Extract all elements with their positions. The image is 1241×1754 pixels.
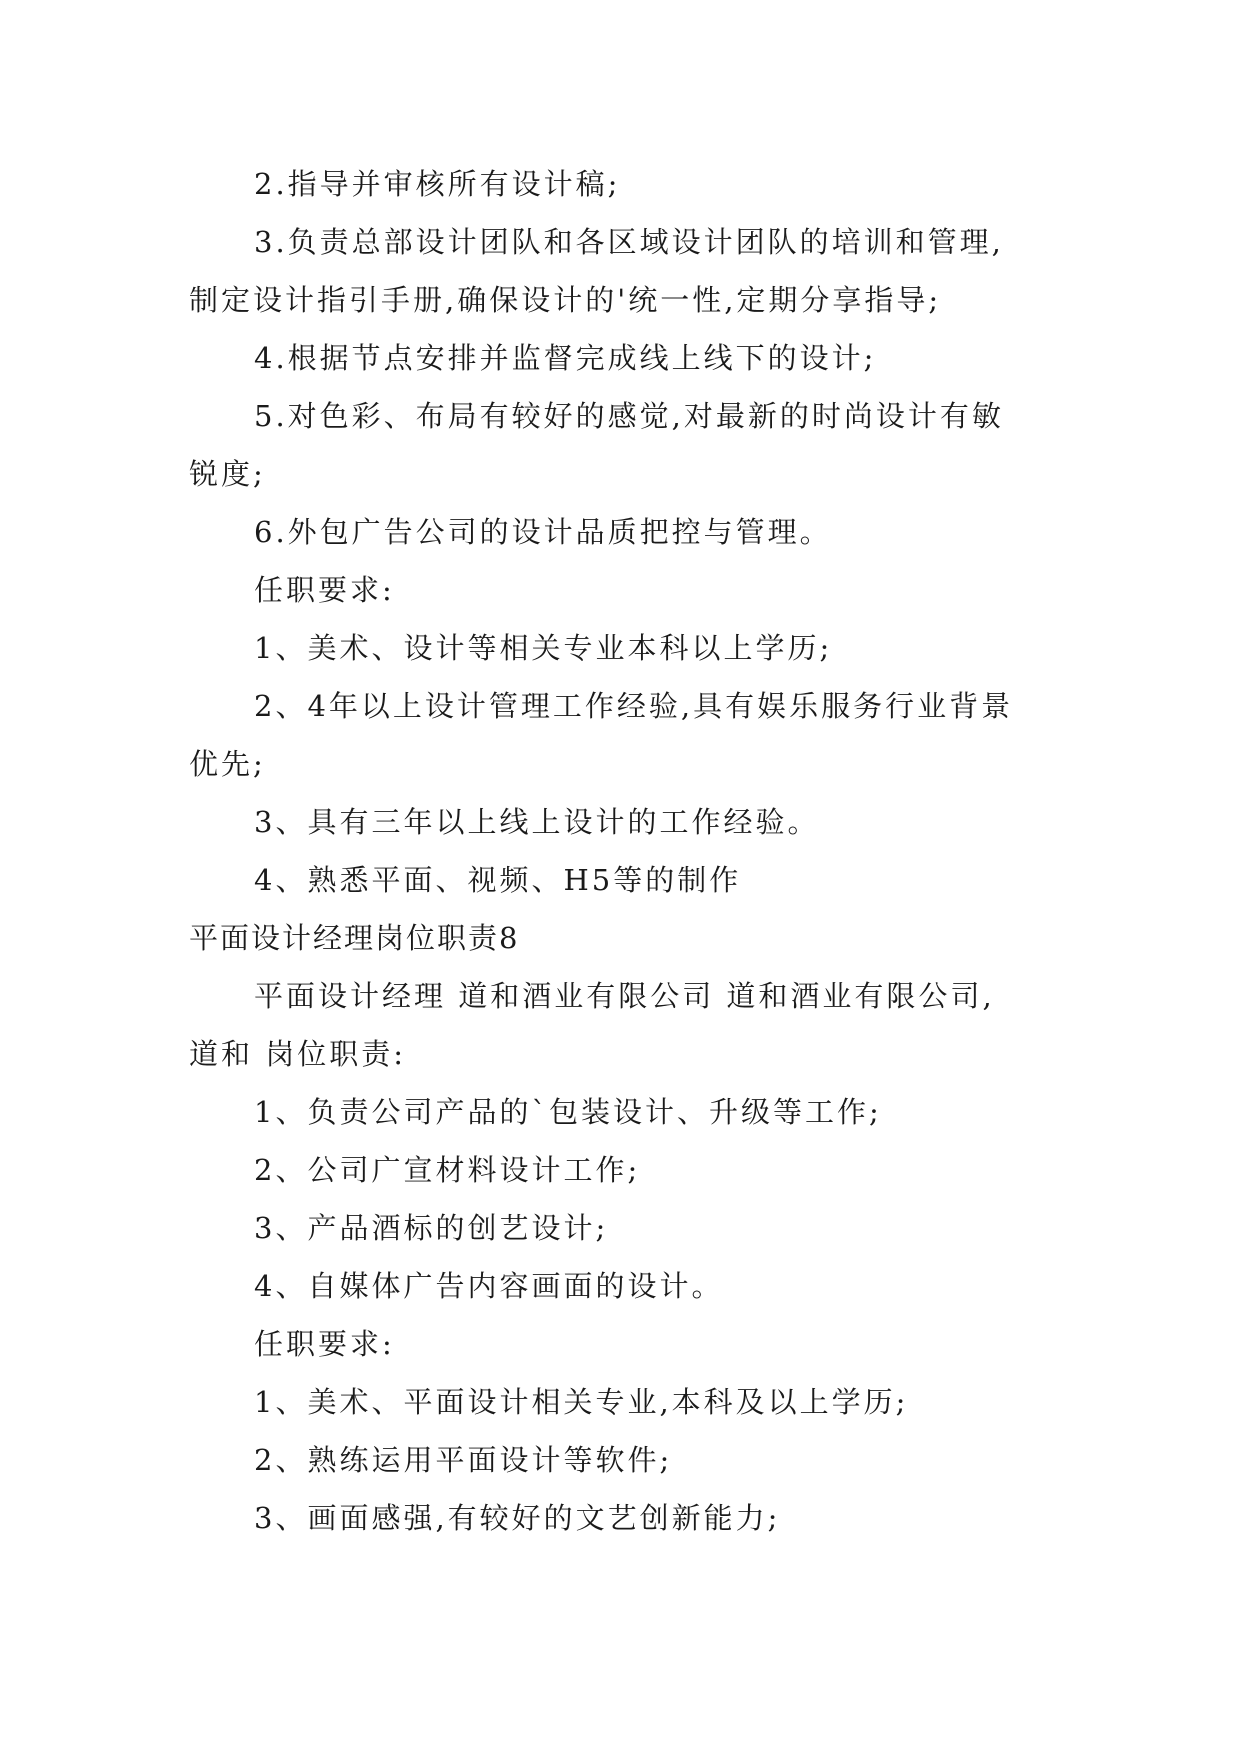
paragraph-line: 2、熟练运用平面设计等软件; (254, 1443, 673, 1477)
paragraph-line: 优先; (189, 747, 266, 781)
section-label: 任职要求: (254, 573, 395, 607)
paragraph-line: 5.对色彩、布局有较好的感觉,对最新的时尚设计有敏 (254, 399, 1004, 433)
paragraph-line: 1、美术、平面设计相关专业,本科及以上学历; (254, 1385, 909, 1419)
paragraph-line: 3.负责总部设计团队和各区域设计团队的培训和管理, (254, 225, 1004, 259)
paragraph-line: 3、具有三年以上线上设计的工作经验。 (254, 805, 820, 839)
paragraph-line: 道和 岗位职责: (189, 1037, 406, 1071)
paragraph-line: 2、4年以上设计管理工作经验,具有娱乐服务行业背景 (254, 689, 1014, 723)
paragraph-line: 2、公司广宣材料设计工作; (254, 1153, 641, 1187)
paragraph-line: 4.根据节点安排并监督完成线上线下的设计; (254, 341, 877, 375)
section-heading: 平面设计经理岗位职责8 (189, 921, 520, 955)
paragraph-line: 平面设计经理 道和酒业有限公司 道和酒业有限公司, (254, 979, 995, 1013)
paragraph-line: 3、产品酒标的创艺设计; (254, 1211, 609, 1245)
paragraph-line: 4、熟悉平面、视频、H5等的制作 (254, 863, 742, 897)
paragraph-line: 6.外包广告公司的设计品质把控与管理。 (254, 515, 832, 549)
paragraph-line: 2.指导并审核所有设计稿; (254, 167, 621, 201)
paragraph-line: 锐度; (189, 457, 266, 491)
section-label: 任职要求: (254, 1327, 395, 1361)
paragraph-line: 4、自媒体广告内容画面的设计。 (254, 1269, 724, 1303)
paragraph-line: 制定设计指引手册,确保设计的'统一性,定期分享指导; (189, 283, 942, 317)
paragraph-line: 1、美术、设计等相关专业本科以上学历; (254, 631, 833, 665)
paragraph-line: 1、负责公司产品的`包装设计、升级等工作; (254, 1095, 882, 1129)
paragraph-line: 3、画面感强,有较好的文艺创新能力; (254, 1501, 781, 1535)
